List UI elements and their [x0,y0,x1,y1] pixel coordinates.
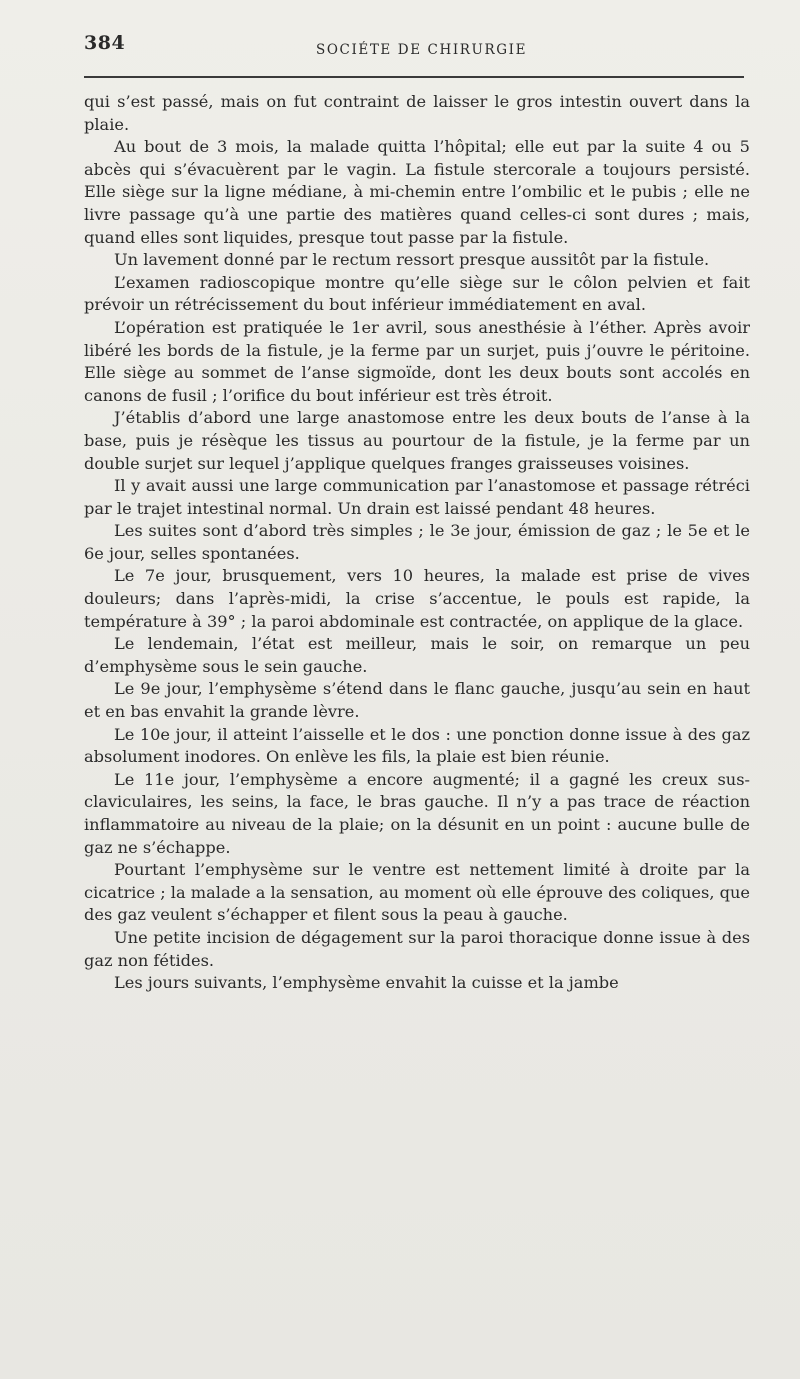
running-title: SOCIÉTE DE CHIRURGIE [316,42,528,58]
header-rule [84,76,744,78]
paragraph: Au bout de 3 mois, la malade quitta l’hôpital; elle eut par la suite 4 ou 5 abcès qui s’évacuèrent par le vagin. La fistule stercorale a toujours persisté. Elle siège sur la ligne médiane, à mi-chemin entre l’ombilic et le pubis ; elle ne livre passage qu’à une partie des matières quand celles-ci sont dures ; mais, quand elles sont liquides, presque tout passe par la fistule. [84,137,750,247]
page-number: 384 [84,32,126,54]
paragraph: L’examen radioscopique montre qu’elle siège sur le côlon pelvien et fait prévoir un rétrécissement du bout inférieur immédiatement en aval. [84,272,750,315]
paragraph: Il y avait aussi une large communication par l’anastomose et passage rétréci par le trajet intestinal normal. Un drain est laissé pendant 48 heures. [84,476,750,518]
paragraph: Pourtant l’emphysème sur le ventre est nettement limité à droite par la cicatrice ; la malade a la sensation, au moment où elle éprouve des coliques, que des gaz veulent s’échapper et filent sous la peau à gauche. [84,860,750,925]
paragraph: L’opération est pratiquée le 1er avril, sous anesthésie à l’éther. Après avoir libéré les bords de la fistule, je la ferme par un surjet, puis j’ouvre le péritoine. Elle siège au sommet de l’anse sigmoïde, dont les deux bouts sont accolés en canons de fusil ; l’orifice du bout inférieur est très étroit. [84,317,750,405]
paragraph: J’établis d’abord une large anastomose entre les deux bouts de l’anse à la base, puis je résèque les tissus au pourtour de la fistule, je la ferme par un double surjet sur lequel j’applique quelques franges graisseuses voisines. [84,408,750,473]
body-text [84,91,750,995]
paragraph: Un lavement donné par le rectum ressort presque aussitôt par la fistule. [114,250,710,270]
paragraph: Les jours suivants, l’emphysème envahit la cuisse et la jambe [114,973,619,993]
paragraph: Le 10e jour, il atteint l’aisselle et le dos : une ponction donne issue à des gaz absolument inodores. On enlève les fils, la plaie est bien réunie. [84,724,750,767]
paragraph: Le lendemain, l’état est meilleur, mais le soir, on remarque un peu d’emphysème sous le sein gauche. [84,634,750,676]
paragraph: Le 11e jour, l’emphysème a encore augmenté; il a gagné les creux sus-claviculaires, les seins, la face, le bras gauche. Il n’y a pas trace de réaction inflammatoire au niveau de la plaie; on la désunit en un point : aucune bulle de gaz ne s’échappe. [84,769,750,857]
paragraph: Le 9e jour, l’emphysème s’étend dans le flanc gauche, jusqu’au sein en haut et en bas envahit la grande lèvre. [84,679,750,722]
paragraph: Une petite incision de dégagement sur la paroi thoracique donne issue à des gaz non fétides. [84,927,750,970]
page-header [84,32,744,66]
paragraph-continuation: qui s’est passé, mais on fut contraint de laisser le gros intestin ouvert dans la plaie. [84,92,750,134]
paragraph: Les suites sont d’abord très simples ; le 3e jour, émission de gaz ; le 5e et le 6e jour, selles spontanées. [84,521,750,563]
paragraph: Le 7e jour, brusquement, vers 10 heures, la malade est prise de vives douleurs; dans l’après-midi, la crise s’accentue, le pouls est rapide, la température à 39° ; la paroi abdominale est contractée, on applique de la glace. [84,566,750,631]
